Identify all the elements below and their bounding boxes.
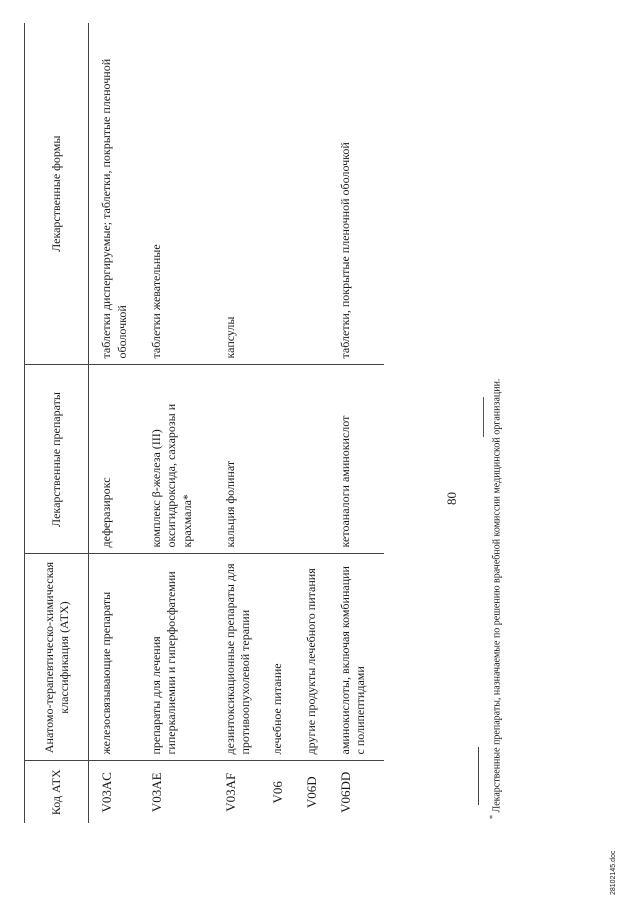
header-forms: Лекарственные формы: [25, 23, 89, 365]
atx-code: V06DD: [337, 771, 353, 813]
table-header-row: [25, 23, 89, 823]
footnote-marker: *: [488, 815, 497, 819]
drug-name: комплекс β-железа (III) оксигидроксида, сахарозы и крахмала*: [149, 365, 223, 554]
atx-code: V06D: [303, 776, 319, 809]
drug-name: кальция фолинат: [223, 365, 270, 554]
dosage-forms: таблетки жевательные: [149, 23, 223, 365]
atx-code: V06: [269, 781, 285, 804]
dosage-forms: капсулы: [223, 23, 270, 365]
atx-classification: дезинтоксикационные препараты для противоопухолевой терапии: [223, 554, 270, 761]
table-row: [89, 23, 149, 823]
header-drugs: Лекарственные препараты: [25, 365, 89, 554]
dosage-forms: [270, 23, 304, 365]
drug-name: деферазирокс: [89, 365, 149, 554]
separator-line: [483, 397, 484, 437]
atx-code: V03AC: [99, 772, 114, 813]
drug-name: [304, 365, 338, 554]
atx-classification: препараты для лечения гиперкалиемии и гиперфосфатемии: [149, 554, 223, 761]
footnote-text: Лекарственные препараты, назначаемые по решению врачебной комиссии медицинской организации.: [491, 378, 503, 813]
dosage-forms: [304, 23, 338, 365]
atx-code: V03AE: [148, 772, 164, 813]
table-row: [223, 23, 270, 823]
drug-name: [270, 365, 304, 554]
header-code: Код АТХ: [25, 761, 89, 823]
page-number: 80: [444, 492, 459, 505]
atx-classification: лечебное питание: [270, 554, 304, 761]
table-row: [338, 23, 384, 823]
dosage-forms: таблетки, покрытые пленочной оболочкой: [338, 23, 384, 365]
header-classification: Анатомо-терапевтическо-химическая классификация (АТХ): [25, 554, 89, 761]
atx-code: V03AF: [222, 772, 238, 812]
table-row: [270, 23, 304, 823]
atx-table: [24, 23, 384, 823]
drug-name: кетоаналоги аминокислот: [338, 365, 384, 554]
table-row: [304, 23, 338, 823]
footnote: [488, 379, 502, 819]
atx-classification: аминокислоты, включая комбинации с полипептидами: [338, 554, 384, 761]
footnote-rule: [478, 747, 479, 805]
atx-classification: другие продукты лечебного питания: [304, 554, 338, 761]
atx-classification: железосвязывающие препараты: [89, 554, 149, 761]
dosage-forms: таблетки диспергируемые; таблетки, покрытые пленочной оболочкой: [89, 23, 149, 365]
table-row: [149, 23, 223, 823]
document-id: 28102145.doc: [610, 850, 617, 895]
